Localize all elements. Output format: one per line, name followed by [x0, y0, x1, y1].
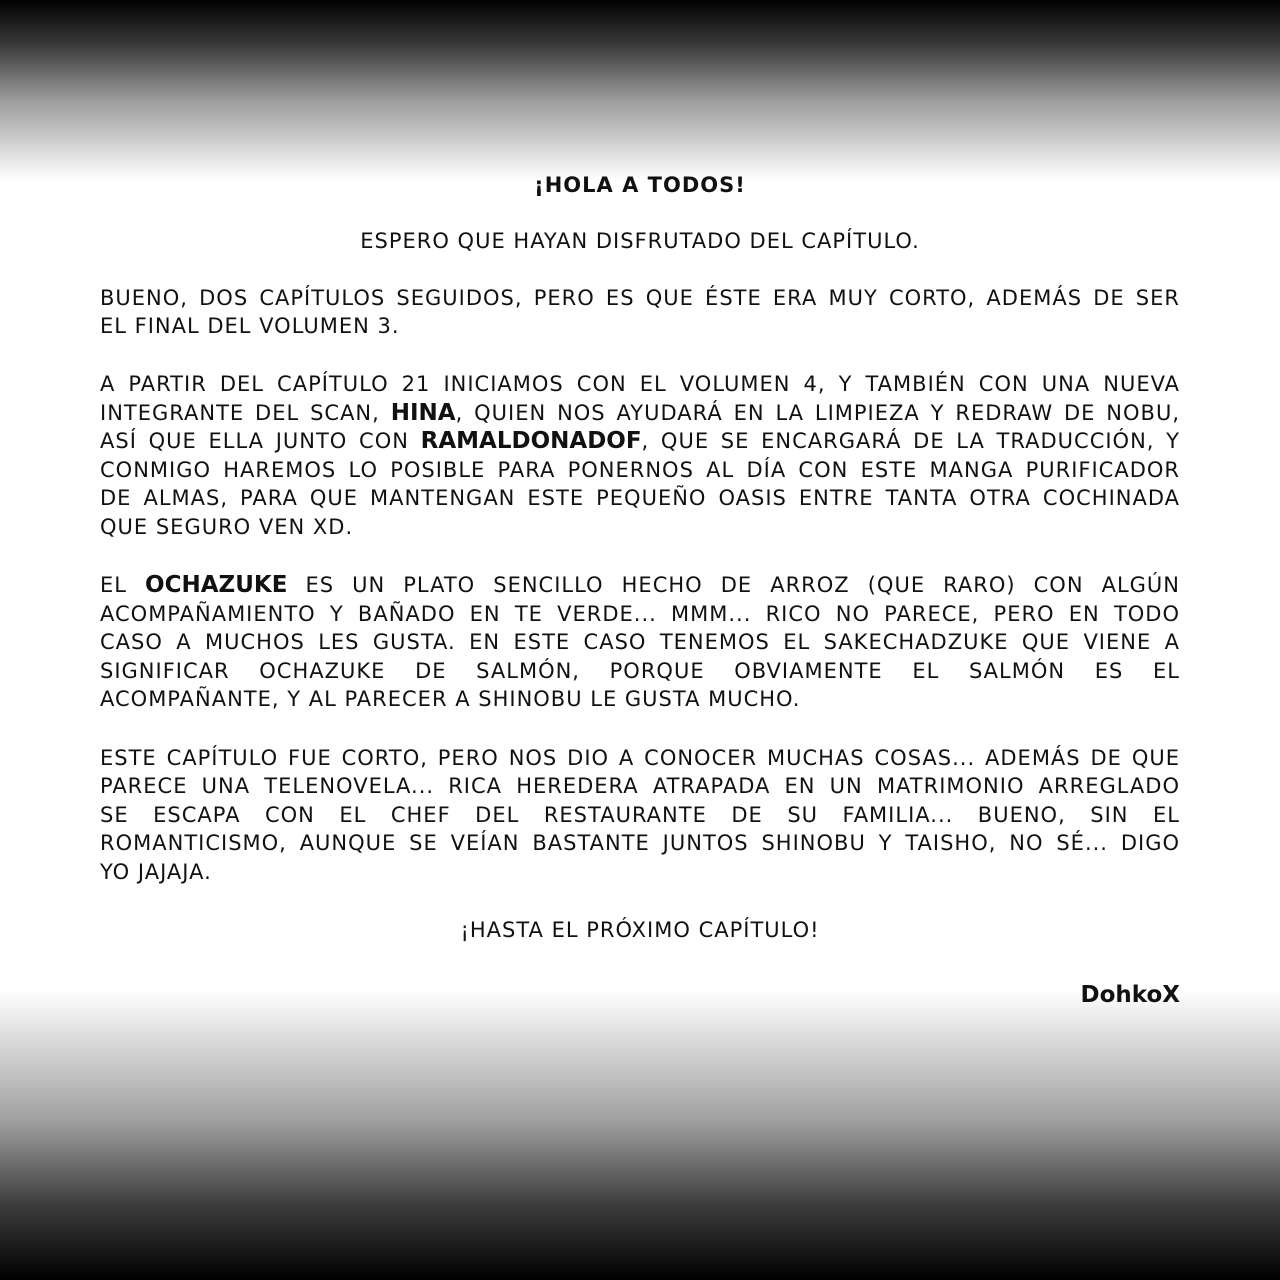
highlight-name-ramaldonadof: RAMALDONADOF — [420, 428, 642, 454]
text-line: DE ALMAS, PARA QUE MANTENGAN ESTE PEQUEÑO OASIS ENTRE TANTA OTRA COCHINADA — [100, 486, 1180, 510]
text-span: , QUIEN NOS AYUDARÁ EN LA LIMPIEZA Y REDRAW DE NOBU, — [455, 401, 1180, 425]
highlight-ochazuke: OCHAZUKE — [145, 572, 288, 598]
signature: DohkoX — [1080, 982, 1180, 1008]
top-gradient — [0, 0, 1280, 180]
text-line: A PARTIR DEL CAPÍTULO 21 INICIAMOS CON EL VOLUMEN 4, Y TAMBIÉN CON UNA NUEVA — [100, 372, 1180, 396]
text-line — [100, 571, 1180, 599]
text-line: YO JAJAJA. — [100, 860, 212, 884]
text-line: ACOMPAÑANTE, Y AL PARECER A SHINOBU LE GUSTA MUCHO. — [100, 687, 801, 711]
text-line: CONMIGO HAREMOS LO POSIBLE PARA PONERNOS AL DÍA CON ESTE MANGA PURIFICADOR — [100, 458, 1180, 482]
text-span: ASÍ QUE ELLA JUNTO CON — [100, 429, 421, 453]
text-line: EL FINAL DEL VOLUMEN 3. — [100, 314, 400, 338]
highlight-name-hina: HINA — [390, 400, 456, 426]
greeting-title: ¡HOLA A TODOS! — [534, 173, 746, 197]
text-line: QUE SEGURO VEN XD. — [100, 515, 354, 539]
text-span: EL — [100, 573, 146, 597]
text-line: BUENO, DOS CAPÍTULOS SEGUIDOS, PERO ES QUE ÉSTE ERA MUY CORTO, ADEMÁS DE SER — [100, 286, 1180, 310]
intro-line: ESPERO QUE HAYAN DISFRUTADO DEL CAPÍTULO. — [360, 229, 920, 253]
text-line: CASO A MUCHOS LES GUSTA. EN ESTE CASO TENEMOS EL SAKECHADZUKE QUE VIENE A — [100, 630, 1180, 654]
text-line: SE ESCAPA CON EL CHEF DEL RESTAURANTE DE SU FAMILIA... BUENO, SIN EL — [100, 803, 1180, 827]
text-line: SIGNIFICAR OCHAZUKE DE SALMÓN, PORQUE OBVIAMENTE EL SALMÓN ES EL — [100, 659, 1180, 683]
text-line: PARECE UNA TELENOVELA... RICA HEREDERA ATRAPADA EN UN MATRIMONIO ARREGLADO — [100, 774, 1180, 798]
text-span: INTEGRANTE DEL SCAN, — [100, 401, 391, 425]
closing-line: ¡HASTA EL PRÓXIMO CAPÍTULO! — [460, 918, 820, 942]
text-line: ESTE CAPÍTULO FUE CORTO, PERO NOS DIO A CONOCER MUCHAS COSAS... ADEMÁS DE QUE — [100, 746, 1180, 770]
text-line: ACOMPAÑAMIENTO Y BAÑADO EN TE VERDE... MMM... RICO NO PARECE, PERO EN TODO — [100, 602, 1180, 626]
text-line: ROMANTICISMO, AUNQUE SE VEÍAN BASTANTE JUNTOS SHINOBU Y TAISHO, NO SÉ... DIGO — [100, 831, 1180, 855]
text-span: ES UN PLATO SENCILLO HECHO DE ARROZ (QUE RARO) CON ALGÚN — [287, 573, 1180, 597]
text-line — [100, 399, 1180, 427]
text-line — [100, 427, 1180, 455]
bottom-gradient — [0, 990, 1280, 1280]
text-span: , QUE SE ENCARGARÁ DE LA TRADUCCIÓN, Y — [641, 429, 1180, 453]
